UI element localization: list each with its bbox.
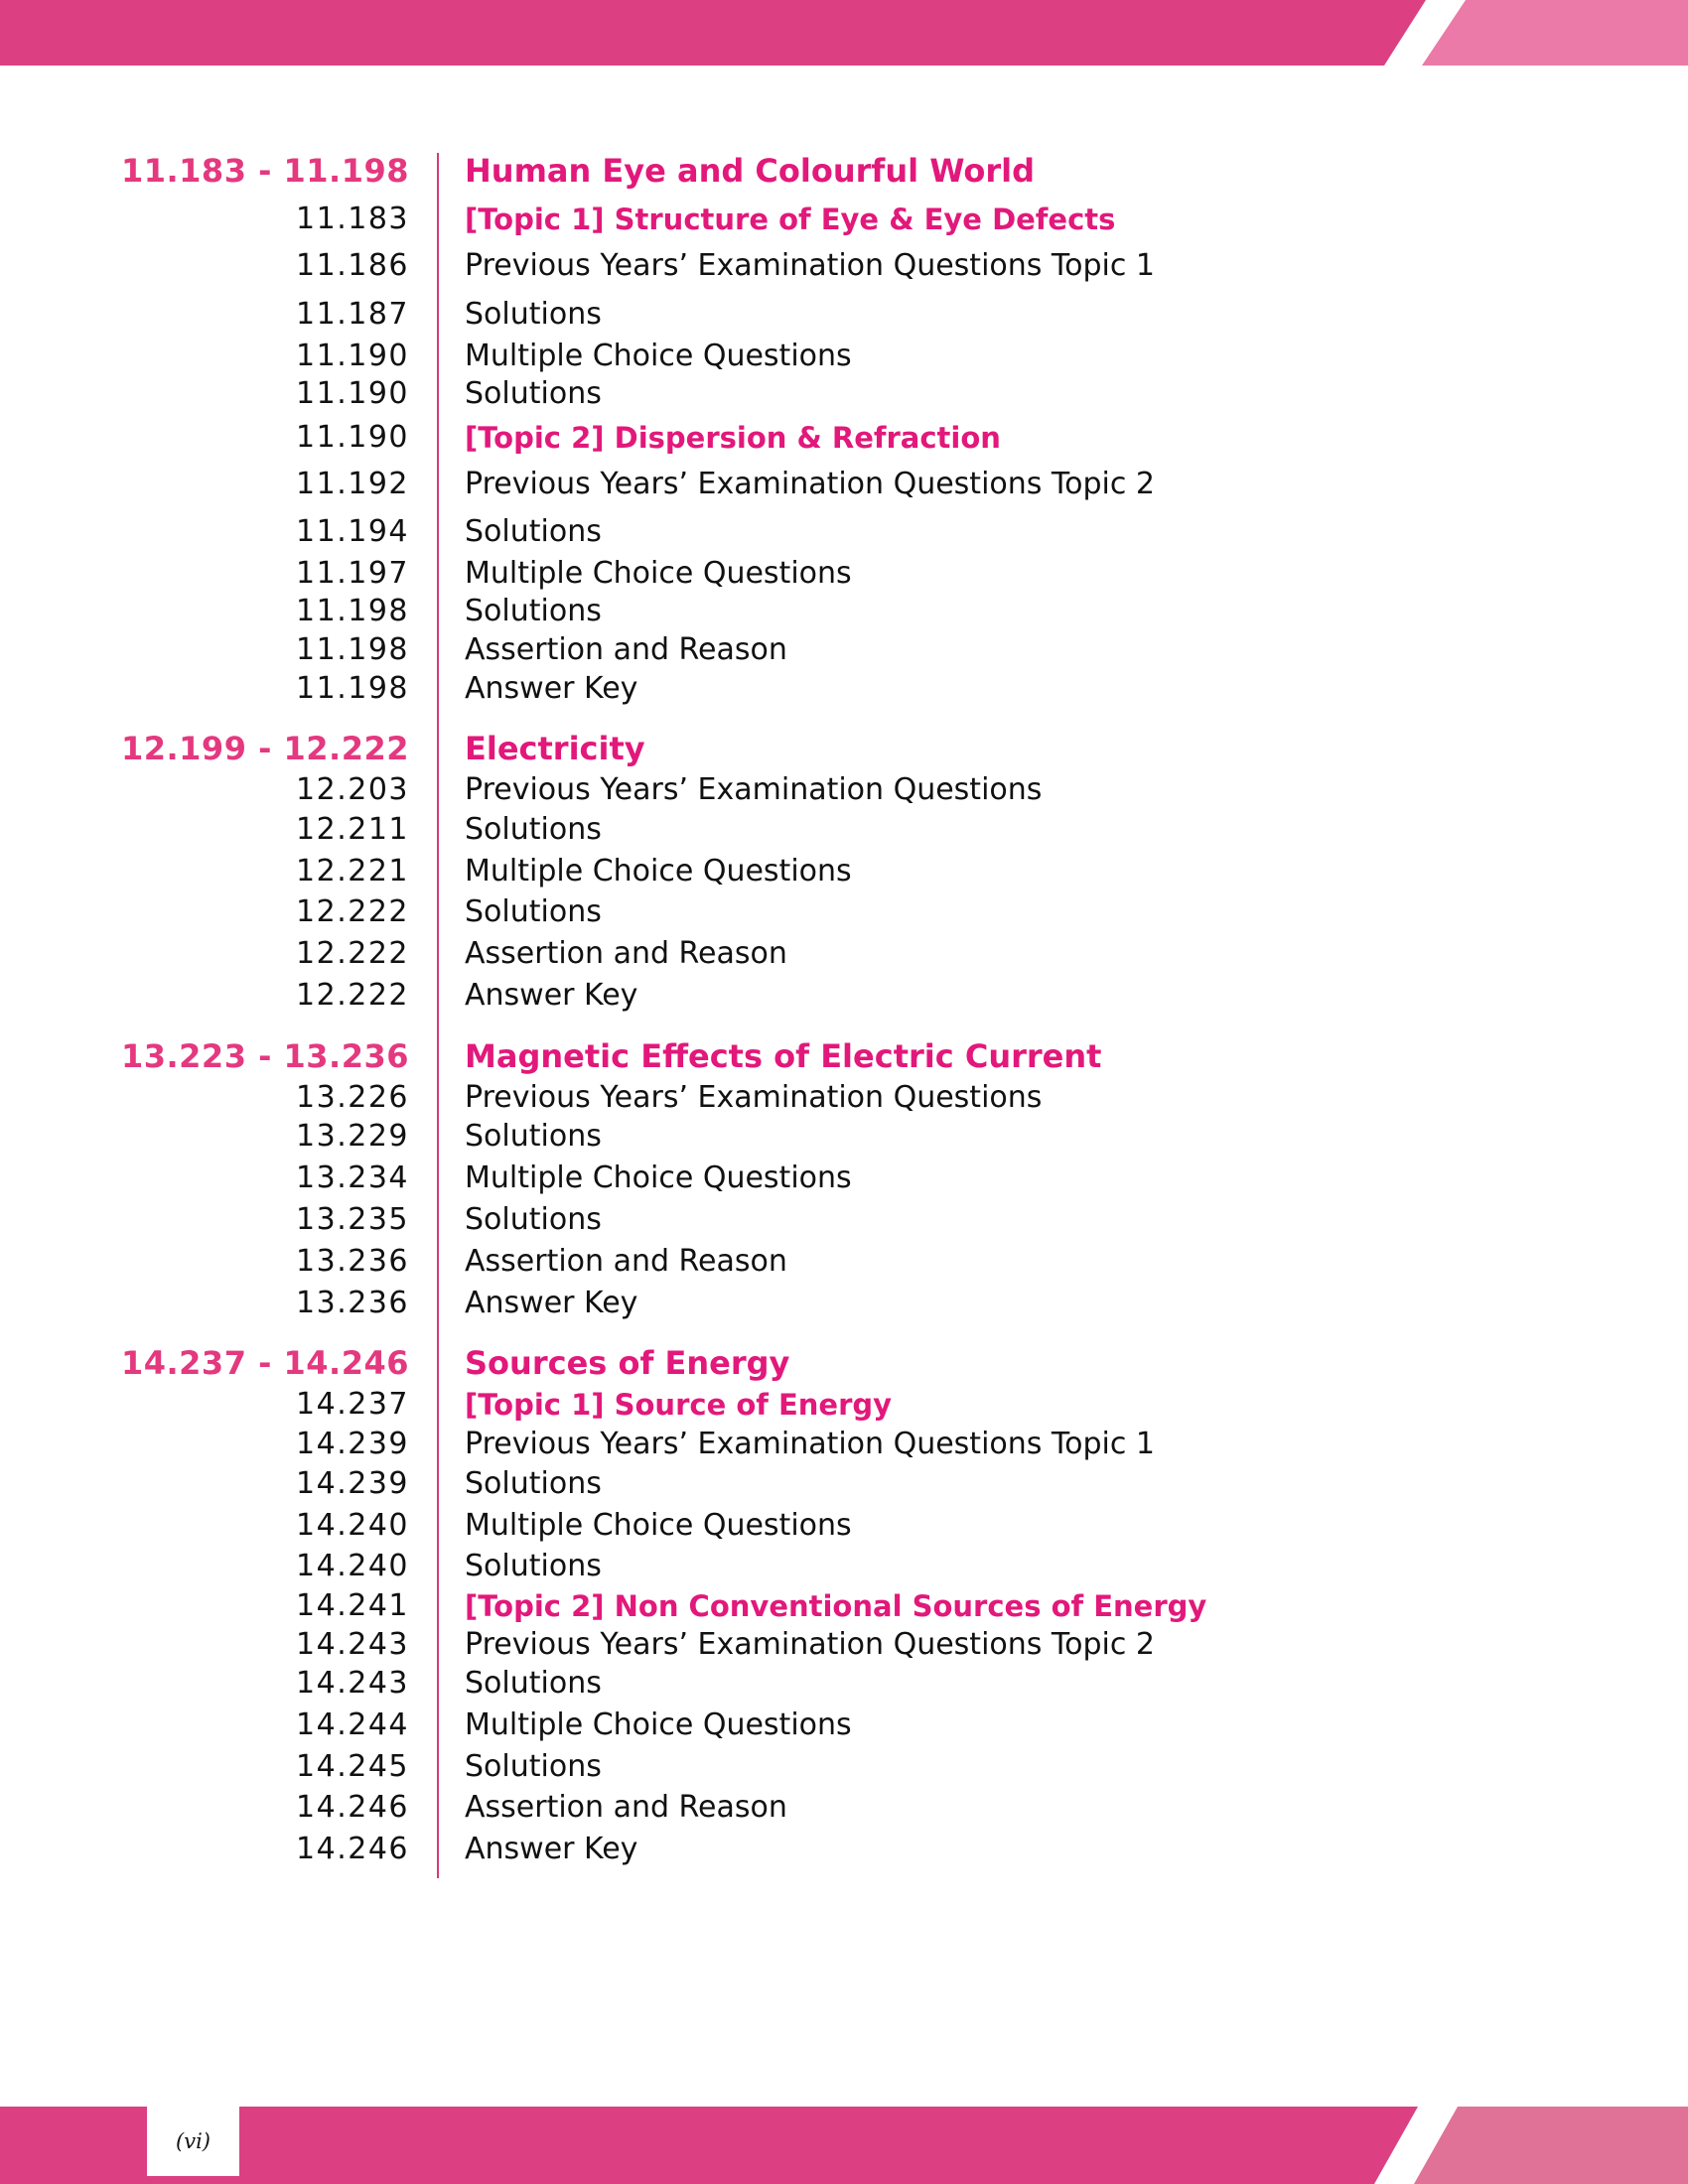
entry-page: 13.234 [296, 1160, 409, 1195]
entry-title: Answer Key [465, 978, 638, 1013]
toc-entry [0, 1463, 1688, 1505]
toc-entry [0, 1505, 1688, 1547]
toc-entry [0, 1705, 1688, 1746]
entry-page: 12.222 [296, 936, 409, 971]
entry-page: 14.241 [296, 1588, 409, 1623]
entry-page: 14.243 [296, 1666, 409, 1701]
entry-title: Multiple Choice Questions [465, 1508, 852, 1543]
entry-title: Solutions [465, 376, 602, 411]
chapter-title: Human Eye and Colourful World [465, 152, 1035, 190]
entry-title: Solutions [465, 1666, 602, 1701]
entry-title: Assertion and Reason [465, 632, 787, 667]
entry-page: 14.243 [296, 1627, 409, 1662]
chapter-page-range: 11.183 - 11.198 [120, 152, 409, 190]
top-banner-graphic [0, 0, 1688, 66]
entry-title: Multiple Choice Questions [465, 556, 852, 591]
entry-page: 14.240 [296, 1508, 409, 1543]
entry-page: 14.240 [296, 1549, 409, 1583]
entry-title: [Topic 2] Non Conventional Sources of Energy [465, 1589, 1207, 1623]
entry-title: [Topic 2] Dispersion & Refraction [465, 421, 1001, 455]
entry-page: 13.226 [296, 1080, 409, 1115]
toc-entry [0, 891, 1688, 933]
entry-title: Solutions [465, 1466, 602, 1501]
toc-entry [0, 1077, 1688, 1119]
entry-page: 12.222 [296, 894, 409, 929]
toc-entry [0, 1158, 1688, 1199]
chapter-heading [0, 1035, 1688, 1077]
toc-entry [0, 464, 1688, 505]
entry-title: Assertion and Reason [465, 1790, 787, 1825]
entry-page: 11.197 [296, 556, 409, 591]
toc-entry [0, 294, 1688, 336]
entry-page: 13.236 [296, 1286, 409, 1320]
entry-title: Answer Key [465, 671, 638, 706]
entry-title: Previous Years’ Examination Questions Topic 1 [465, 248, 1156, 283]
toc-entry [0, 1746, 1688, 1788]
entry-title: Solutions [465, 594, 602, 628]
toc-entry [0, 809, 1688, 851]
entry-page: 14.246 [296, 1790, 409, 1825]
toc-entry [0, 1199, 1688, 1241]
entry-page: 11.183 [296, 202, 409, 236]
entry-title: Solutions [465, 514, 602, 549]
toc-entry [0, 1829, 1688, 1870]
entry-title: Solutions [465, 297, 602, 332]
toc-entry [0, 417, 1688, 459]
entry-title: Solutions [465, 1749, 602, 1784]
entry-title: Assertion and Reason [465, 1244, 787, 1279]
entry-page: 14.237 [296, 1387, 409, 1422]
entry-title: Multiple Choice Questions [465, 339, 852, 373]
toc-entry [0, 1283, 1688, 1324]
chapter-heading [0, 150, 1688, 192]
entry-page: 14.245 [296, 1749, 409, 1784]
toc-entry [0, 769, 1688, 811]
entry-page: 11.192 [296, 467, 409, 501]
bottom-banner [0, 2107, 1688, 2184]
entry-title: Answer Key [465, 1832, 638, 1866]
chapter-page-range: 14.237 - 14.246 [120, 1344, 409, 1382]
entry-title: Solutions [465, 894, 602, 929]
entry-title: Previous Years’ Examination Questions Topic 2 [465, 1627, 1156, 1662]
chapter-heading [0, 1342, 1688, 1384]
chapter-title: Electricity [465, 730, 645, 767]
toc-entry [0, 933, 1688, 975]
chapter-page-range: 13.223 - 13.236 [120, 1037, 409, 1075]
entry-title: Solutions [465, 1202, 602, 1237]
entry-title: Multiple Choice Questions [465, 1160, 852, 1195]
entry-page: 11.190 [296, 420, 409, 455]
toc-entry [0, 1116, 1688, 1158]
entry-page: 12.211 [296, 812, 409, 847]
entry-title: Previous Years’ Examination Questions Topic 2 [465, 467, 1156, 501]
entry-page: 14.239 [296, 1466, 409, 1501]
toc-entry [0, 1241, 1688, 1283]
bottom-banner-graphic [0, 2107, 1688, 2184]
toc-entry [0, 975, 1688, 1017]
chapter-title: Magnetic Effects of Electric Current [465, 1037, 1102, 1075]
entry-page: 13.229 [296, 1119, 409, 1154]
entry-page: 14.246 [296, 1832, 409, 1866]
entry-page: 14.239 [296, 1427, 409, 1461]
entry-title: [Topic 1] Source of Energy [465, 1388, 893, 1422]
entry-page: 12.203 [296, 772, 409, 807]
entry-page: 11.198 [296, 632, 409, 667]
toc-entry [0, 1663, 1688, 1705]
entry-page: 11.186 [296, 248, 409, 283]
entry-page: 11.194 [296, 514, 409, 549]
toc-entry [0, 511, 1688, 553]
entry-title: Solutions [465, 812, 602, 847]
toc-entry [0, 199, 1688, 240]
entry-title: Previous Years’ Examination Questions [465, 772, 1043, 807]
entry-title: Answer Key [465, 1286, 638, 1320]
page-number-box [147, 2107, 239, 2176]
entry-title: Solutions [465, 1119, 602, 1154]
entry-title: Previous Years’ Examination Questions Topic 1 [465, 1427, 1156, 1461]
entry-page: 11.190 [296, 339, 409, 373]
entry-page: 13.236 [296, 1244, 409, 1279]
toc-entry [0, 1384, 1688, 1426]
chapter-title: Sources of Energy [465, 1344, 790, 1382]
toc-entry [0, 373, 1688, 415]
toc-entry [0, 591, 1688, 632]
entry-page: 11.198 [296, 594, 409, 628]
toc-entry [0, 1624, 1688, 1666]
entry-title: Previous Years’ Examination Questions [465, 1080, 1043, 1115]
toc-entry [0, 1787, 1688, 1829]
toc-entry [0, 1585, 1688, 1627]
entry-page: 11.187 [296, 297, 409, 332]
entry-page: 11.198 [296, 671, 409, 706]
page-number: (vi) [176, 2129, 211, 2153]
toc-entry [0, 1424, 1688, 1465]
entry-page: 11.190 [296, 376, 409, 411]
toc-entry [0, 1546, 1688, 1587]
toc-entry [0, 668, 1688, 710]
toc-entry [0, 851, 1688, 892]
toc-entry [0, 629, 1688, 671]
entry-title: Multiple Choice Questions [465, 854, 852, 888]
chapter-page-range: 12.199 - 12.222 [120, 730, 409, 767]
entry-page: 14.244 [296, 1707, 409, 1742]
entry-page: 12.221 [296, 854, 409, 888]
entry-title: Multiple Choice Questions [465, 1707, 852, 1742]
entry-page: 12.222 [296, 978, 409, 1013]
entry-page: 13.235 [296, 1202, 409, 1237]
entry-title: Solutions [465, 1549, 602, 1583]
toc-entry [0, 245, 1688, 287]
toc-entry [0, 336, 1688, 377]
entry-title: Assertion and Reason [465, 936, 787, 971]
chapter-heading [0, 728, 1688, 769]
toc-entry [0, 553, 1688, 595]
entry-title: [Topic 1] Structure of Eye & Eye Defects [465, 203, 1116, 236]
top-banner [0, 0, 1688, 66]
